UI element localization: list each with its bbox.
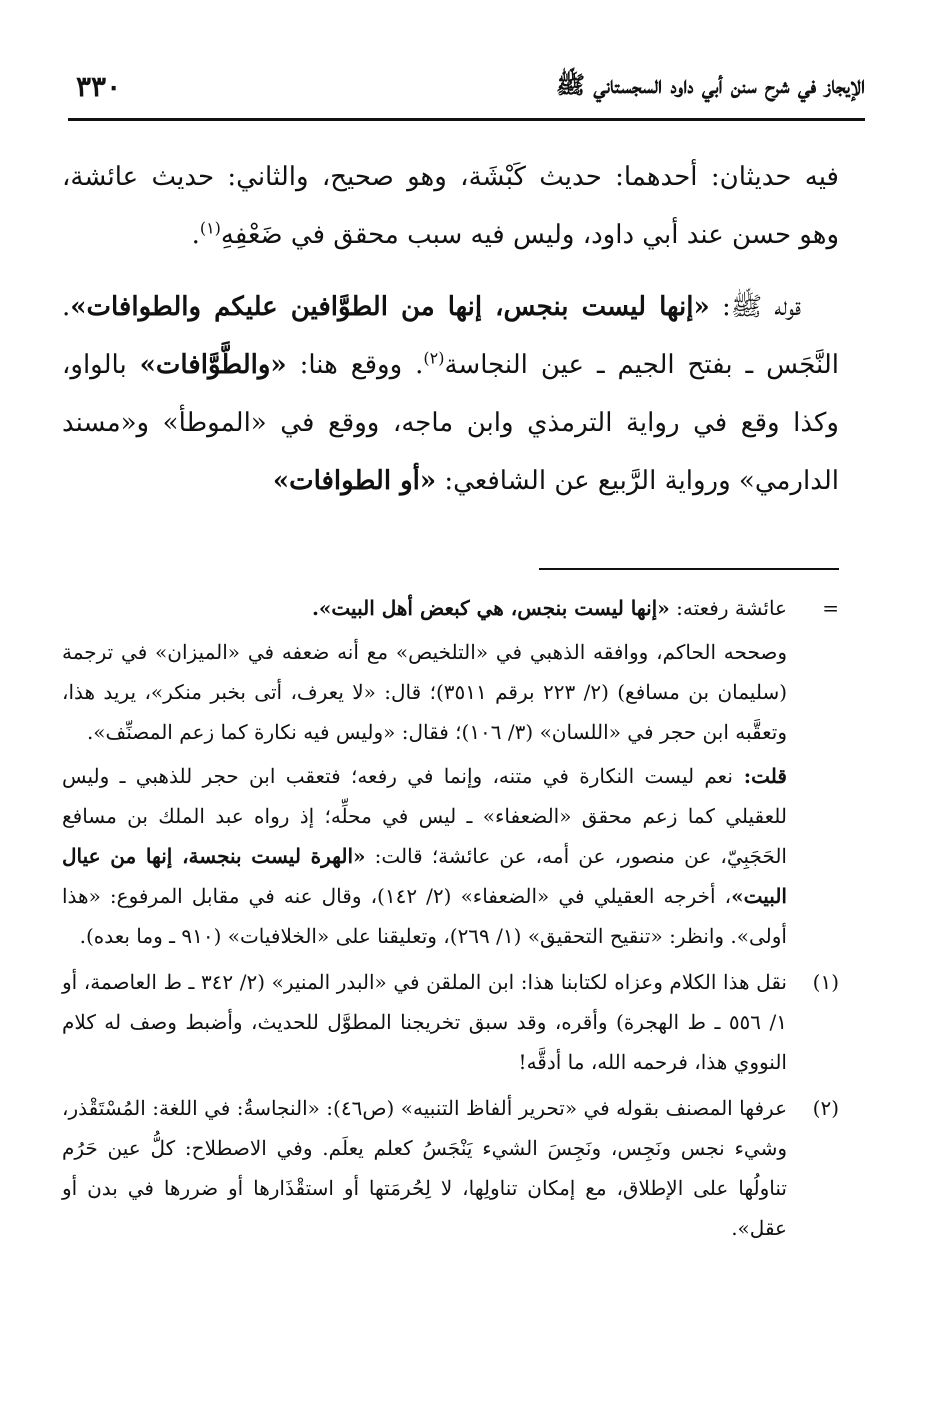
footnote-2 — [62, 1088, 839, 1248]
running-title: الإيجاز في شرح سنن أبي داود السجستاني ﷺ — [556, 70, 865, 99]
variant-quote-2: «أو الطوافات» — [272, 466, 437, 496]
continuation-paragraph-2-rest: ، أخرجه العقيلي في «الضعفاء» (٢/ ١٤٢)، وقال عنه في مقابل المرفوع: «هذا أولى». وانظر: «تنقيح التحقيق» (١/ ٢٦٩)، وتعليقنا على «الخلافيات» (٩١٠ ـ وما بعده). — [62, 884, 787, 948]
continuation-mark: = — [822, 596, 839, 620]
continuation-line-1-text: عائشة رفعته: — [669, 596, 787, 620]
paragraph-1-end: . — [191, 220, 200, 250]
continuation-paragraph-1: وصححه الحاكم، ووافقه الذهبي في «التلخيص» مع أنه ضعفه في «الميزان» في ترجمة (سليمان بن مسافع) (٢/ ٢٢٣ برقم ٣٥١١)؛ قال: «لا يعرف، أتى بخبر منكر»، يريد هذا، وتعقَّبه ابن حجر في «اللسان» (٣/ ١٠٦)؛ فقال: «وليس فيه نكارة كما زعم المصنِّف». — [62, 640, 787, 744]
continuation-quote: «إنها ليست بنجس، هي كبعض أهل البيت». — [311, 596, 670, 620]
footnote-separator — [539, 568, 839, 570]
page-header — [68, 62, 865, 121]
page-number: ٣٣٠ — [76, 70, 122, 103]
continuation-paragraph-2 — [62, 756, 787, 956]
variant-quote-1: «والطَّوَّافات» — [139, 350, 287, 380]
footnote-continuation — [62, 588, 839, 956]
paragraph-2-mid: . النَّجَس ـ بفتح الجيم ـ عين النجاسة — [62, 292, 839, 380]
footnote-1-text: نقل هذا الكلام وعزاه لكتابنا هذا: ابن الملقن في «البدر المنير» (٢/ ٣٤٢ ـ ط العاصمة، أو ١/ ٥٥٦ ـ ط الهجرة) وأقره، وقد سبق تخريجنا المطوَّل للحديث، وأضبط وصف له كلام النووي هذا، فرحمه الله، ما أدقَّه! — [62, 970, 787, 1074]
main-text — [62, 148, 839, 510]
footnote-1-mark: (١) — [812, 970, 839, 994]
paragraph-2-intro: قوله ﷺ: — [709, 292, 801, 322]
footnotes — [62, 588, 839, 1254]
footnote-2-mark: (٢) — [812, 1096, 839, 1120]
paragraph-1 — [62, 148, 839, 264]
paragraph-2-rest: بالواو، وكذا وقع في رواية الترمذي وابن ماجه، ووقع في «الموطأ» و«مسند الدارمي» ورواية الرَّبيع عن الشافعي: — [62, 350, 839, 496]
footnote-ref-1: (١) — [199, 218, 221, 238]
qultu-label: قلت: — [732, 764, 787, 788]
paragraph-1-text: فيه حديثان: أحدهما: حديث كَبْشَة، وهو صحيح، والثاني: حديث عائشة، وهو حسن عند أبي داود، وليس فيه سبب محقق في ضَعْفِهِ — [62, 162, 839, 250]
continuation-paragraph-2-quote: «الهرة ليست بنجسة، إنها من عيال البيت» — [62, 844, 787, 908]
footnote-1 — [62, 962, 839, 1082]
footnote-ref-2: (٢) — [423, 348, 445, 368]
hadith-quote: «إنها ليست بنجس، إنها من الطوَّافين عليكم والطوافات» — [70, 292, 710, 322]
continuation-line-1 — [62, 588, 787, 628]
footnote-2-text: عرفها المصنف بقوله في «تحرير ألفاظ التنبيه» (ص٤٦): «النجاسةُ: في اللغة: المُسْتَقْذر، وشيء نجس ونَجِس، ونَجِسَ الشيء يَنْجَسُ كعلم يعلَم. وفي الاصطلاح: كلُّ عين حَرُم تناولُها على الإطلاق، مع إمكان تناولِها، لا لِحُرمَتها أو استقْذَارها أو ضررها في بدن أو عقل». — [62, 1096, 788, 1240]
paragraph-2 — [62, 278, 839, 510]
continuation-paragraph-2-text: نعم ليست النكارة في متنه، وإنما في رفعه؛ فتعقب ابن حجر للذهبي ـ وليس للعقيلي كما زعم محقق «الضعفاء» ـ ليس في محلِّه؛ إذ رواه عبد الملك بن مسافع الحَجَبِيّ، عن منصور، عن أمه، عن عائشة؛ قالت: — [62, 764, 787, 868]
paragraph-2-mid2: . ووقع هنا: — [286, 350, 424, 380]
